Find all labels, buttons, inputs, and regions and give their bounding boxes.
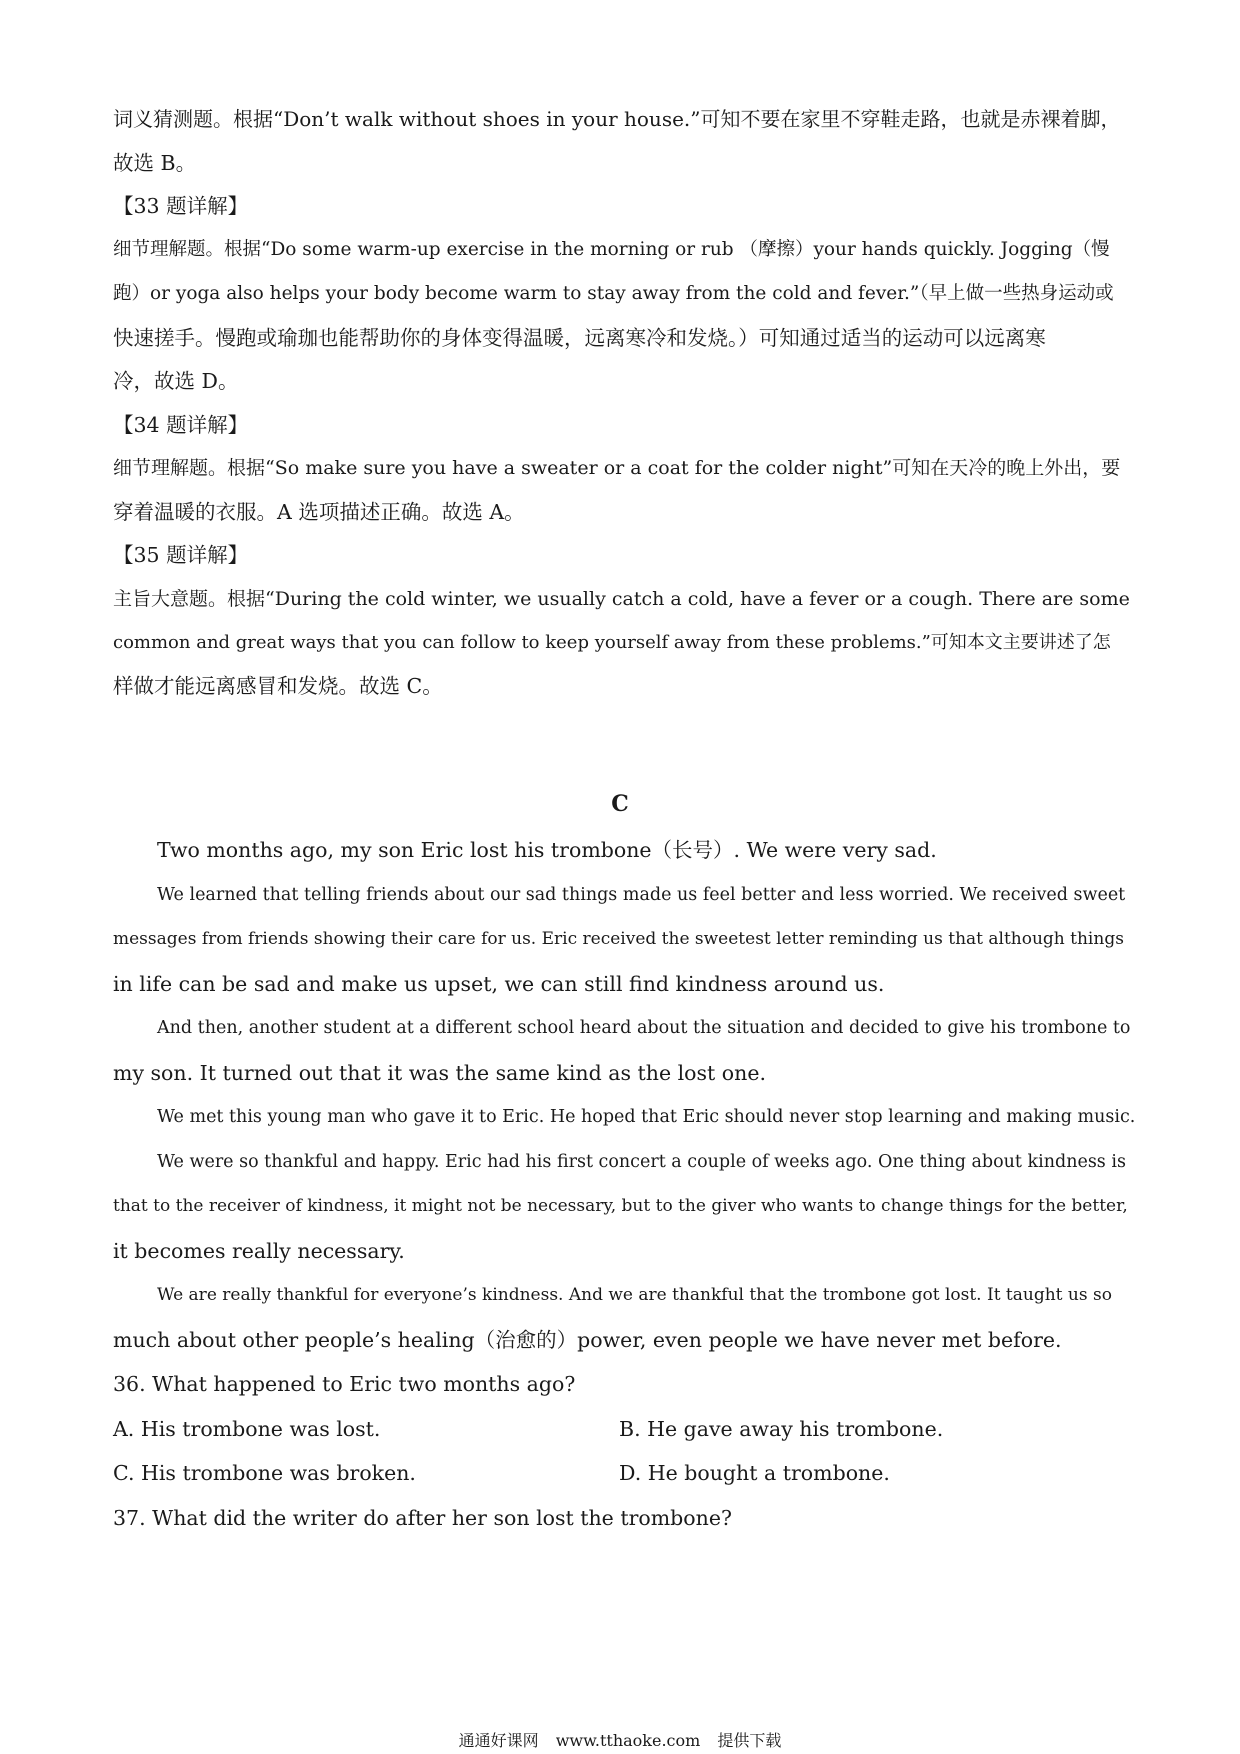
footer-suffix: 提供下载 <box>717 1731 782 1750</box>
passage-line: And then, another student at a different school heard about the situation and decided to give his trombone to <box>157 1018 1131 1038</box>
question-33-header: 【33 题详解】 <box>113 194 249 218</box>
explanation-line: 细节理解题。根据“So make sure you have a sweater or a coat for the colder night”可知在天冷的晚上外出，要 <box>113 457 1121 479</box>
footer-site-name: 通通好课网 <box>458 1731 539 1750</box>
explanation-line: 冷，故选 D。 <box>113 369 239 393</box>
option-36-b: B. He gave away his trombone. <box>619 1417 944 1441</box>
passage-line: messages from friends showing their care for us. Eric received the sweetest letter reminding us that although things <box>113 929 1124 949</box>
option-36-a: A. His trombone was lost. <box>113 1417 381 1441</box>
passage-line: it becomes really necessary. <box>113 1239 405 1263</box>
question-37: 37. What did the writer do after her son lost the trombone? <box>113 1506 732 1530</box>
explanation-line: 样做才能远离感冒和发烧。故选 C。 <box>113 674 443 698</box>
page-footer <box>0 1731 1240 1751</box>
explanation-line: 词义猜测题。根据“Don’t walk without shoes in your house.”可知不要在家里不穿鞋走路，也就是赤裸着脚， <box>113 107 1121 131</box>
passage-line: We were so thankful and happy. Eric had his first concert a couple of weeks ago. One thing about kindness is <box>157 1152 1126 1172</box>
explanation-line: 主旨大意题。根据“During the cold winter, we usually catch a cold, have a fever or a cough. There are some <box>113 588 1130 610</box>
question-35-header: 【35 题详解】 <box>113 543 249 567</box>
explanation-line: 快速搓手。慢跑或瑜珈也能帮助你的身体变得温暖，远离寒冷和发烧。）可知通过适当的运动可以远离寒 <box>113 326 1046 350</box>
explanation-line: common and great ways that you can follow to keep yourself away from these problems.”可知本文主要讲述了怎 <box>113 632 1111 653</box>
option-36-d: D. He bought a trombone. <box>619 1461 890 1485</box>
option-36-c: C. His trombone was broken. <box>113 1461 416 1485</box>
passage-line: in life can be sad and make us upset, we can still find kindness around us. <box>113 972 885 996</box>
passage-line: that to the receiver of kindness, it might not be necessary, but to the giver who wants to change things for the better, <box>113 1196 1128 1216</box>
question-34-header: 【34 题详解】 <box>113 413 249 437</box>
section-title: C <box>611 791 629 817</box>
passage-line: We learned that telling friends about our sad things made us feel better and less worried. We received sweet <box>157 885 1126 905</box>
explanation-line: 细节理解题。根据“Do some warm-up exercise in the morning or rub （摩擦）your hands quickly. Jogging（慢 <box>113 239 1110 260</box>
explanation-line: 穿着温暖的衣服。A 选项描述正确。故选 A。 <box>113 500 525 524</box>
explanation-line: 故选 B。 <box>113 151 197 175</box>
passage-line: We met this young man who gave it to Eric. He hoped that Eric should never stop learning and making music. <box>157 1107 1136 1127</box>
footer-url[interactable]: www.tthaoke.com <box>555 1731 701 1750</box>
question-36: 36. What happened to Eric two months ago? <box>113 1372 576 1396</box>
passage-line: We are really thankful for everyone’s kindness. And we are thankful that the trombone got lost. It taught us so <box>157 1285 1112 1305</box>
passage-line: much about other people’s healing（治愈的）power, even people we have never met before. <box>113 1328 1062 1352</box>
passage-line: my son. It turned out that it was the same kind as the lost one. <box>113 1061 766 1085</box>
explanation-line: 跑）or yoga also helps your body become warm to stay away from the cold and fever.”（早上做一些热身运动或 <box>113 283 1114 304</box>
passage-line: Two months ago, my son Eric lost his trombone（长号）. We were very sad. <box>157 838 937 862</box>
